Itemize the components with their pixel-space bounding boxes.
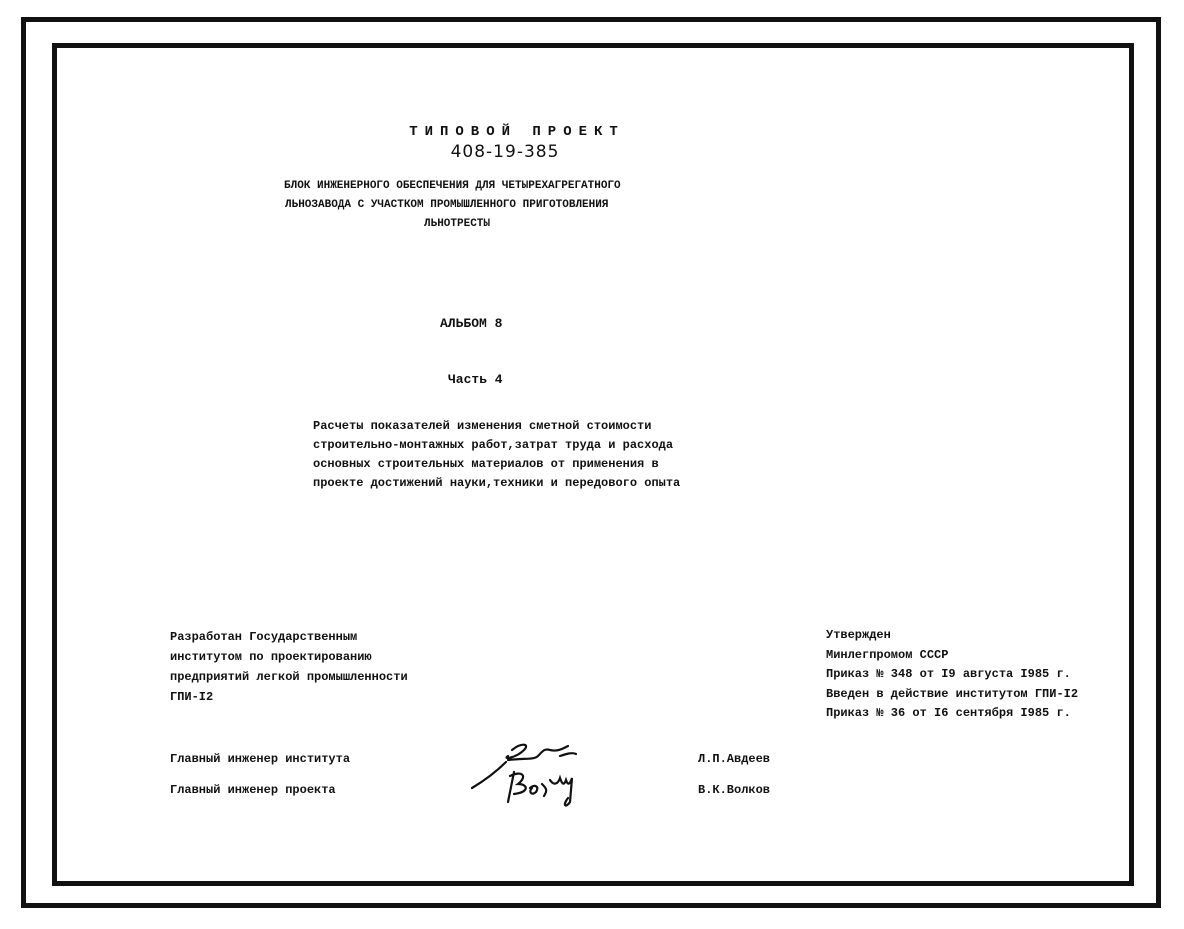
- approval-line-4: Введен в действие институтом ГПИ-I2: [826, 686, 1079, 701]
- subject-line-1: Расчеты показателей изменения сметной стоимости: [313, 419, 652, 433]
- signature-role-2: Главный инженер проекта: [170, 783, 336, 797]
- approval-line-1: Утвержден: [826, 628, 891, 642]
- subject-line-3: основных строительных материалов от применения в: [313, 457, 659, 471]
- description-line-1: БЛОК ИНЖЕНЕРНОГО ОБЕСПЕЧЕНИЯ ДЛЯ ЧЕТЫРЕХАГРЕГАТНОГО: [284, 180, 621, 192]
- project-description-3: [424, 214, 490, 234]
- subject-line-2: строительно-монтажных работ,затрат труда и расхода: [313, 438, 674, 452]
- project-description: [284, 176, 621, 196]
- approval-line-5: Приказ № 36 от I6 сентября I985 г.: [826, 706, 1071, 720]
- description-line-3: ЛЬНОТРЕСТЫ: [424, 218, 491, 230]
- project-description-2: [285, 195, 608, 215]
- album-label: АЛЬБОМ 8: [440, 316, 503, 331]
- developer-line-2: институтом по проектированию: [170, 650, 372, 664]
- document-type-title: ТИПОВОЙ ПРОЕКТ: [409, 124, 625, 140]
- project-number-handwritten: 408-19-385: [450, 142, 560, 162]
- description-line-2: ЛЬНОЗАВОДА С УЧАСТКОМ ПРОМЫШЛЕННОГО ПРИГОТОВЛЕНИЯ: [285, 199, 609, 211]
- approval-line-3: Приказ № 348 от I9 августа I985 г.: [826, 667, 1071, 681]
- handwritten-signature-2: [500, 762, 600, 810]
- signature-name-2: В.К.Волков: [698, 783, 771, 797]
- signature-role-1: Главный инженер института: [170, 752, 351, 766]
- approval-block: [826, 626, 1078, 724]
- developer-block: [170, 627, 408, 707]
- developer-line-3: предприятий легкой промышленности: [170, 670, 408, 684]
- developer-line-4: ГПИ-I2: [170, 690, 214, 704]
- album-subject: [313, 417, 680, 493]
- subject-line-4: проекте достижений науки,техники и передового опыта: [313, 476, 681, 490]
- signature-name-1: Л.П.Авдеев: [698, 752, 771, 766]
- developer-line-1: Разработан Государственным: [170, 630, 358, 644]
- part-label: Часть 4: [448, 372, 503, 387]
- approval-line-2: Минлегпромом СССР: [826, 647, 949, 662]
